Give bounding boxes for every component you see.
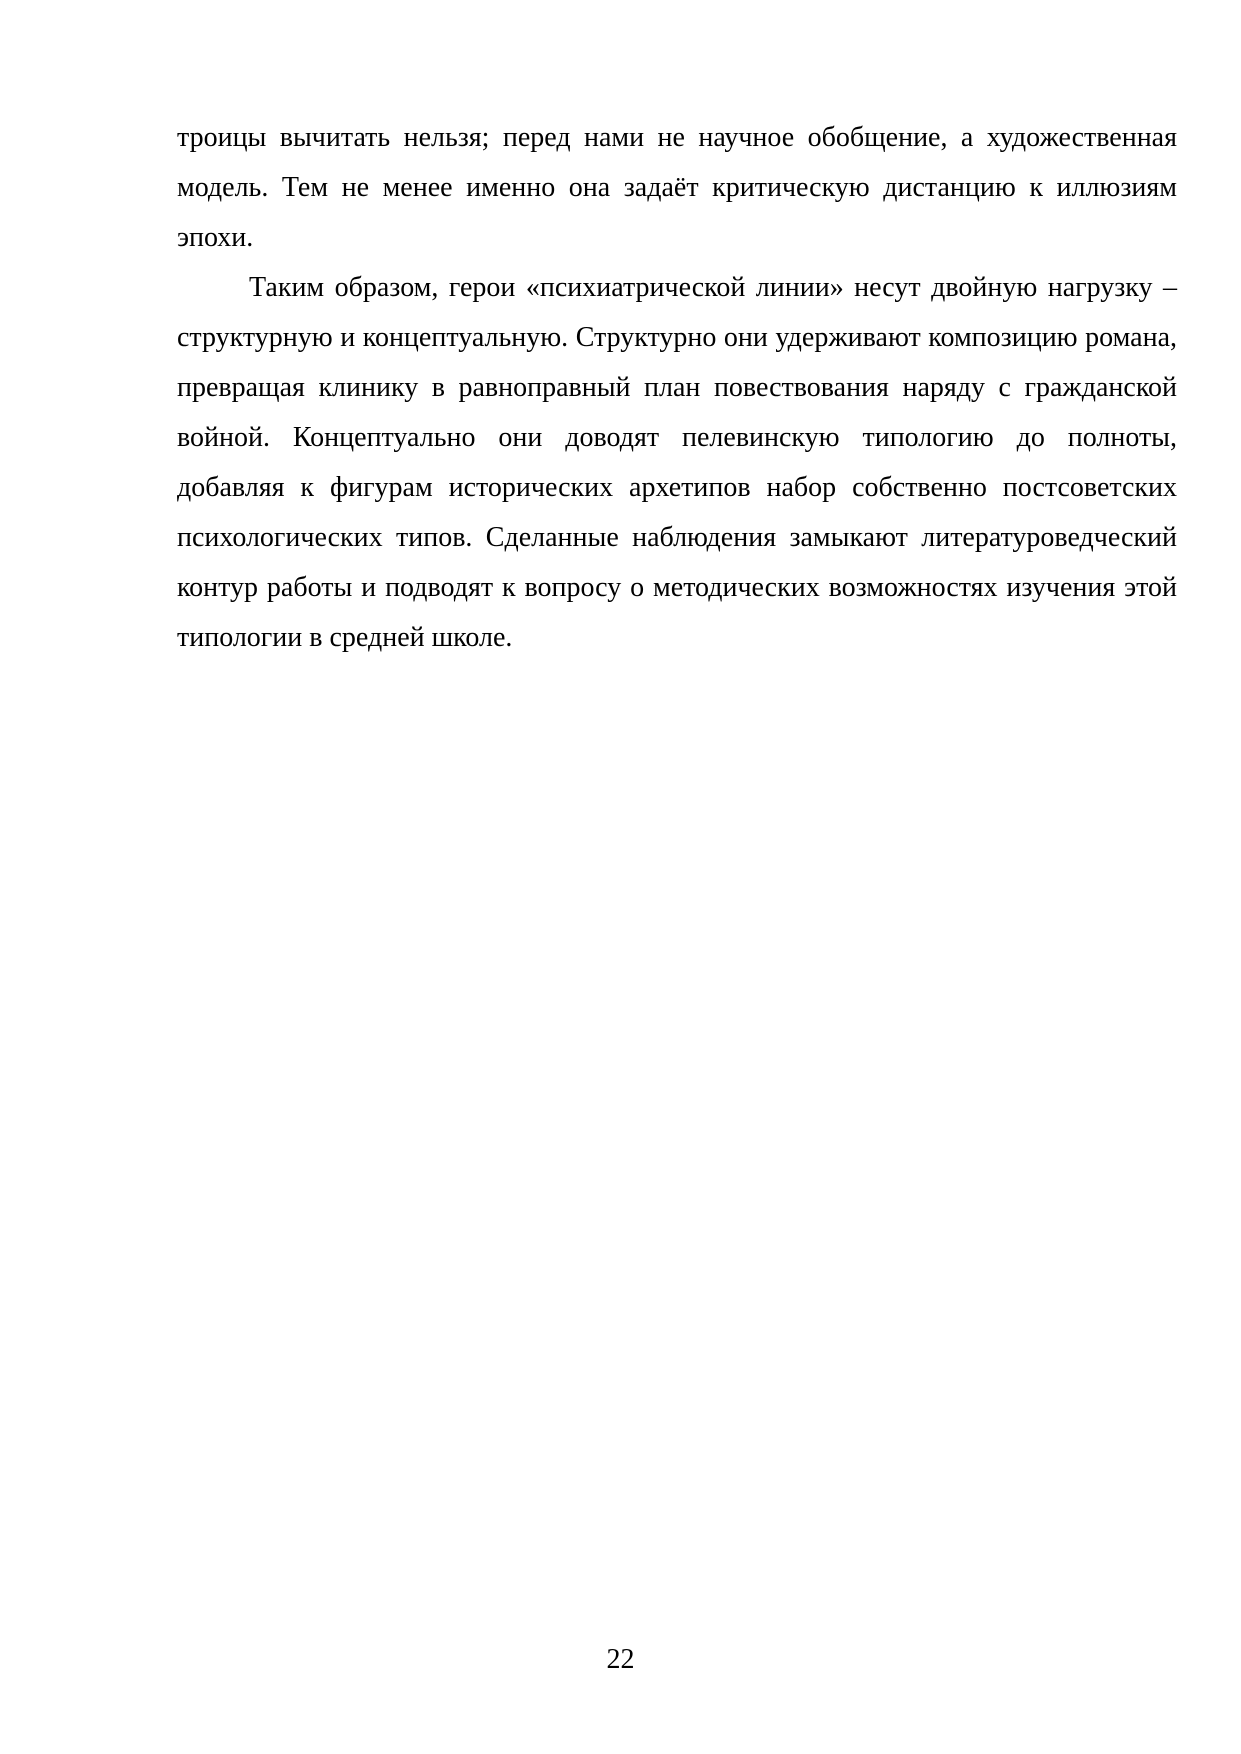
paragraph-continuation: троицы вычитать нельзя; перед нами не научное обобщение, а художественная модель. Тем не менее именно она задаёт критическую дистанцию к иллюзиям эпохи. [177,122,1177,253]
page-number: 22 [606,1644,635,1675]
paragraph-conclusion: Таким образом, герои «психиатрической линии» несут двойную нагрузку – структурную и концептуальную. Структурно они удерживают композицию романа, превращая клинику в равноправный план повествования наряду с гражданской войной. Концептуально они доводят пелевинскую типологию до полноты, добавляя к фигурам исторических архетипов набор собственно постсоветских психологических типов. Сделанные наблюдения замыкают литературоведческий контур работы и подводят к вопросу о методических возможностях изучения этой типологии в средней школе. [177,272,1177,653]
body-text [177,113,1177,663]
